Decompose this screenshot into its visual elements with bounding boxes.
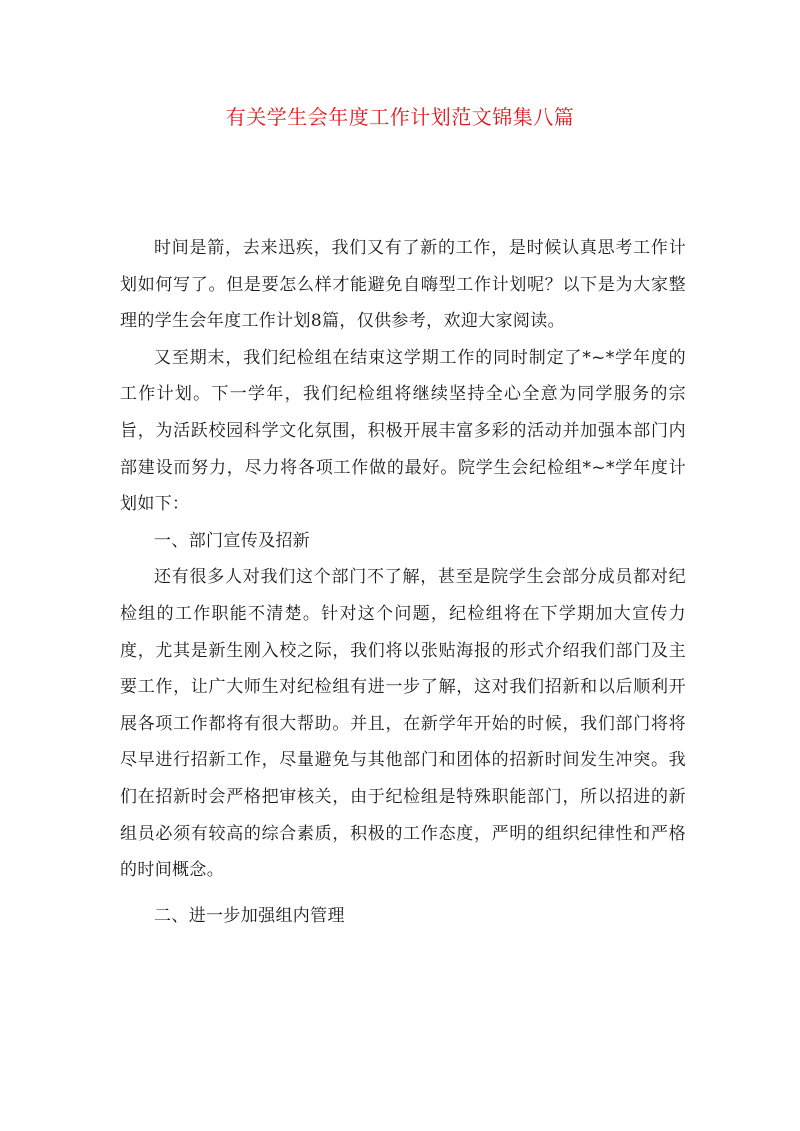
document-title: 有关学生会年度工作计划范文锦集八篇 bbox=[225, 105, 575, 129]
plan-overview-paragraph: 又至期末，我们纪检组在结束这学期工作的同时制定了*~*学年度的工作计划。下一学年，我们纪检组将继续坚持全心全意为同学服务的宗旨，为活跃校园科学文化氛围，积极开展丰富多彩的活动并加强本部门内部建设而努力，尽力将各项工作做的最好。院学生会纪检组*~*学年度计划如下： bbox=[120, 347, 686, 515]
section-heading-management: 二、进一步加强组内管理 bbox=[154, 905, 345, 926]
intro-paragraph: 时间是箭，去来迅疾，我们又有了新的工作，是时候认真思考工作计划如何写了。但是要怎么样才能避免自嗨型工作计划呢？以下是为大家整理的学生会年度工作计划8篇，仅供参考，欢迎大家阅读。 bbox=[120, 238, 686, 332]
document-body bbox=[120, 230, 686, 934]
publicity-paragraph: 还有很多人对我们这个部门不了解，甚至是院学生会部分成员都对纪检组的工作职能不清楚。针对这个问题，纪检组将在下学期加大宣传力度，尤其是新生刚入校之际，我们将以张贴海报的形式介绍我们部门及主要工作，让广大师生对纪检组有进一步了解，这对我们招新和以后顺利开展各项工作都将有很大帮助。并且，在新学年开始的时候，我们部门将将尽早进行招新工作，尽量避免与其他部门和团体的招新时间发生冲突。我们在招新时会严格把审核关，由于纪检组是特殊职能部门，所以招进的新组员必须有较高的综合素质，积极的工作态度，严明的组织纪律性和严格的时间概念。 bbox=[120, 567, 686, 881]
section-heading-publicity: 一、部门宣传及招新 bbox=[154, 530, 311, 551]
